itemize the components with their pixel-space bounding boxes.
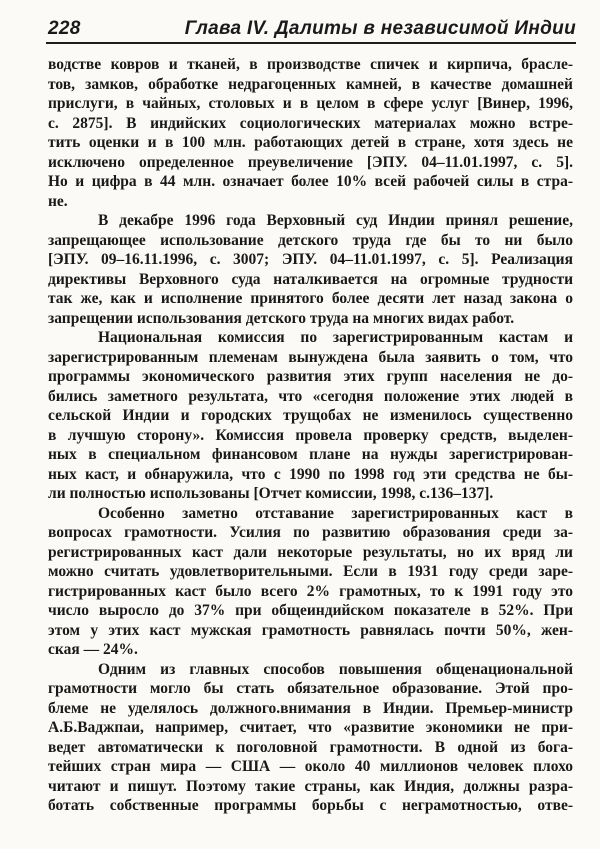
text-line: сельской Индии и городских трущобах не изменилось существенно bbox=[48, 407, 573, 424]
text-line: ных в специальном финансовом плане на нужды зарегистрирован- bbox=[48, 446, 573, 463]
paragraph bbox=[48, 55, 573, 211]
text-line: тейших стран мира — США — около 40 миллионов человек плохо bbox=[48, 758, 573, 775]
text-line: Особенно заметно отставание зарегистрированных каст в bbox=[98, 504, 573, 522]
text-line: запрещении использования детского труда на многих видах работ. bbox=[48, 309, 515, 327]
text-line: запрещающее использование детского труда где бы то ни было bbox=[48, 231, 573, 249]
text-line: водстве ковров и тканей, в производстве спичек и кирпича, брасле- bbox=[48, 56, 573, 73]
text-line: блеме не уделялось должного.внимания в Индии. Премьер-министр bbox=[48, 699, 573, 717]
text-line: Одним из главных способов повышения общенациональной bbox=[98, 660, 573, 678]
text-line: директивы Верховного суда наталкивается на огромные трудности bbox=[48, 270, 573, 288]
paragraph bbox=[48, 328, 573, 504]
paragraph bbox=[48, 504, 573, 660]
text-line: Но и цифра в 44 млн. означает более 10% всей рабочей силы в стра- bbox=[48, 173, 573, 190]
text-line: регистрированных каст дали некоторые результаты, но их вряд ли bbox=[48, 543, 573, 561]
text-line: этом у этих каст мужская грамотность равнялась почти 50%, жен- bbox=[48, 621, 573, 639]
text-line: А.Б.Ваджпаи, например, считает, что «развитие экономики не при- bbox=[48, 719, 573, 736]
chapter-title: Глава IV. Далиты в независимой Индии bbox=[184, 18, 576, 39]
text-line: ли полностью использованы [Отчет комиссии, 1998, с.136–137]. bbox=[48, 485, 494, 502]
text-line: ская — 24%. bbox=[48, 641, 138, 658]
paragraph bbox=[48, 660, 573, 816]
text-line: читают и пишут. Поэтому такие страны, как Индия, должны разра- bbox=[48, 777, 573, 795]
text-line: грамотности могло бы стать обязательное образование. Этой про- bbox=[48, 680, 573, 697]
text-line: вопросах грамотности. Усилия по развитию образования среди за- bbox=[48, 524, 573, 541]
text-line: тить оценки и в 100 млн. работающих детей в стране, хотя здесь не bbox=[48, 134, 573, 151]
text-line: тов, замков, обработке недрагоценных камней, в качестве домашней bbox=[48, 75, 573, 93]
text-line: можно считать удовлетворительными. Если в 1931 году среди заре- bbox=[48, 563, 573, 580]
text-line: прислуги, в чайных, столовых и в целом в сфере услуг [Винер, 1996, bbox=[48, 95, 573, 112]
text-line: Национальная комиссия по зарегистрированным кастам и bbox=[98, 329, 573, 346]
page-number: 228 bbox=[48, 18, 81, 39]
text-line: в лучшую сторону». Комиссия провела проверку средств, выделен- bbox=[48, 426, 573, 444]
text-line: В декабре 1996 года Верховный суд Индии принял решение, bbox=[98, 212, 573, 229]
header-rule bbox=[46, 42, 576, 44]
text-line: с. 2875]. В индийских социологических материалах можно встре- bbox=[48, 114, 573, 132]
text-line: зарегистрированным племенам вынуждена была заявить о том, что bbox=[48, 348, 573, 366]
text-line: так же, как и исполнение принятого более десяти лет назад закона о bbox=[48, 290, 573, 307]
text-line: ботать собственные программы борьбы с неграмотностью, отве- bbox=[48, 797, 573, 814]
page-header bbox=[48, 18, 576, 40]
text-line: ных каст, и обнаружила, что с 1990 по 1998 год эти средства не бы- bbox=[48, 465, 573, 483]
text-line: гистрированных каст было всего 2% грамотных, то к 1991 году это bbox=[48, 582, 573, 600]
text-column bbox=[48, 55, 573, 816]
text-line: бились заметного результата, что «сегодня положение этих людей в bbox=[48, 387, 573, 405]
text-line: программы экономического развития этих групп населения не до- bbox=[48, 368, 573, 385]
text-line: не. bbox=[48, 192, 68, 210]
paragraph bbox=[48, 211, 573, 328]
text-line: [ЭПУ. 09–16.11.1996, с. 3007; ЭПУ. 04–11.01.1997, с. 5]. Реализация bbox=[48, 251, 573, 268]
text-line: ведет автоматически к поголовной грамотности. В одной из бога- bbox=[48, 738, 573, 756]
text-line: число выросло до 37% при общеиндийском показателе в 52%. При bbox=[48, 602, 573, 619]
text-line: исключено определенное преувеличение [ЭПУ. 04–11.01.1997, с. 5]. bbox=[48, 153, 573, 171]
